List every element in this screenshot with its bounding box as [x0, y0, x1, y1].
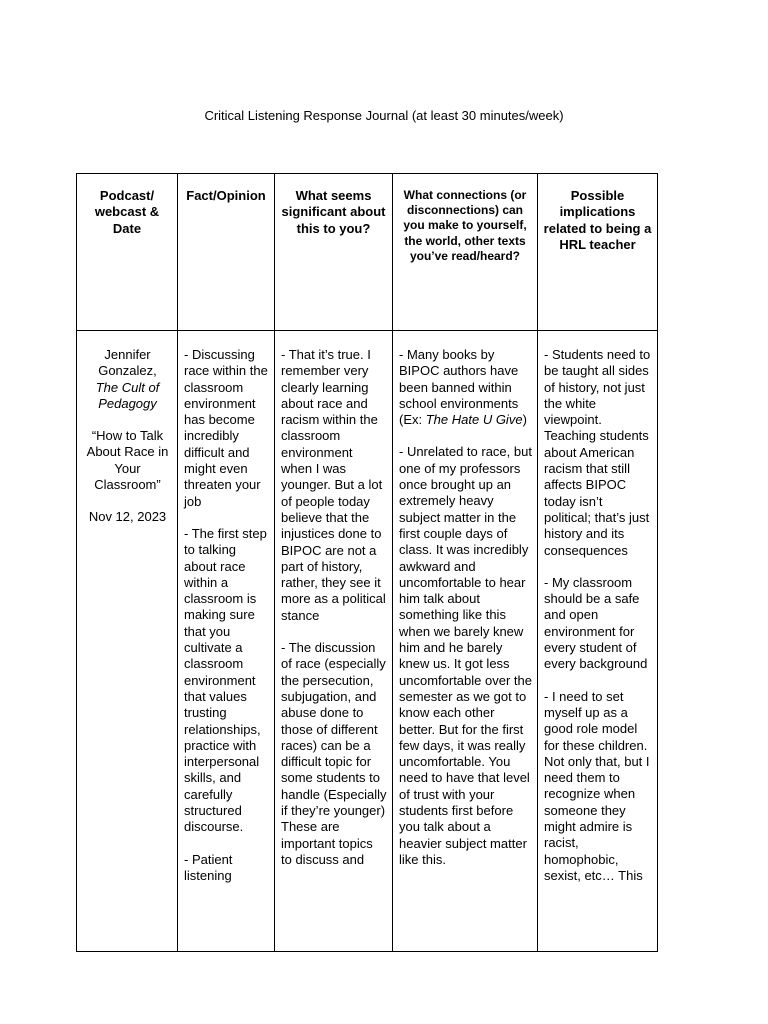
- header-implications: Possible implications related to being a HRL teacher: [538, 174, 658, 331]
- cell-fact-opinion: [178, 331, 275, 952]
- implication-item: - Students need to be taught all sides of history, not just the white viewpoint. Teaching students about American racism that still affects BIPOC today isn’t political; that’s just history and its consequences: [544, 347, 651, 558]
- podcast-author: Jennifer Gonzalez,: [98, 347, 157, 379]
- cell-podcast: [77, 331, 178, 952]
- cell-connections: [393, 331, 538, 952]
- podcast-show: The Cult of Pedagogy: [95, 379, 160, 411]
- journal-table: [76, 173, 658, 952]
- implication-item: - My classroom should be a safe and open environment for every student of every background: [544, 574, 648, 672]
- implication-item: - I need to set myself up as a good role model for these children. Not only that, but I need them to recognize when someone they might admire is racist, homophobic, sexist, etc… This: [544, 688, 650, 883]
- book-title: The Hate U Give: [425, 412, 523, 428]
- cell-significance: [275, 331, 393, 952]
- fact-item: - Patient listening: [184, 851, 233, 883]
- cell-implications: [538, 331, 658, 952]
- header-fact-opinion: Fact/Opinion: [178, 174, 275, 331]
- podcast-date: Nov 12, 2023: [88, 509, 167, 525]
- significance-item: - The discussion of race (especially the persecution, subjugation, and abuse done to those of different races) can be a difficult topic for some students to handle (Especially if they’re younger) These are important topics to discuss and: [281, 640, 387, 867]
- fact-item: - Discussing race within the classroom environment has become incredibly difficult and might even threaten your job: [184, 347, 268, 509]
- connection-item: - Unrelated to race, but one of my professors once brought up an extremely heavy subject matter in the first couple days of class. It was incredibly awkward and uncomfortable to hear him talk about something like this when we barely knew him and he barely knew us. It got less uncomfortable over the semester as we got to know each other better. But for the first few days, it was really uncomfortable. You need to have that level of trust with your students first before you talk about a heavier subject matter like this.: [399, 444, 532, 867]
- table-row: [77, 331, 658, 952]
- header-row: [77, 174, 658, 331]
- podcast-episode: “How to Talk About Race in Your Classroom”: [86, 428, 169, 493]
- header-podcast: Podcast/ webcast & Date: [77, 174, 178, 331]
- connection-item: - Many books by BIPOC authors have been banned within school environments (Ex: The Hate U Give): [399, 347, 527, 428]
- significance-item: - That it’s true. I remember very clearly learning about race and racism within the classroom environment when I was younger. But a lot of people today believe that the injustices done to BIPOC are not a part of history, rather, they see it more as a political stance: [281, 347, 386, 623]
- page-title: Critical Listening Response Journal (at least 30 minutes/week): [204, 108, 564, 123]
- header-connections: What connections (or disconnections) can you make to yourself, the world, other texts you’ve read/heard?: [393, 174, 538, 331]
- fact-item: - The first step to talking about race within a classroom is making sure that you cultivate a classroom environment that values trusting relationships, practice with interpersonal skills, and carefully structured discourse.: [184, 525, 267, 835]
- header-significance: What seems significant about this to you?: [275, 174, 393, 331]
